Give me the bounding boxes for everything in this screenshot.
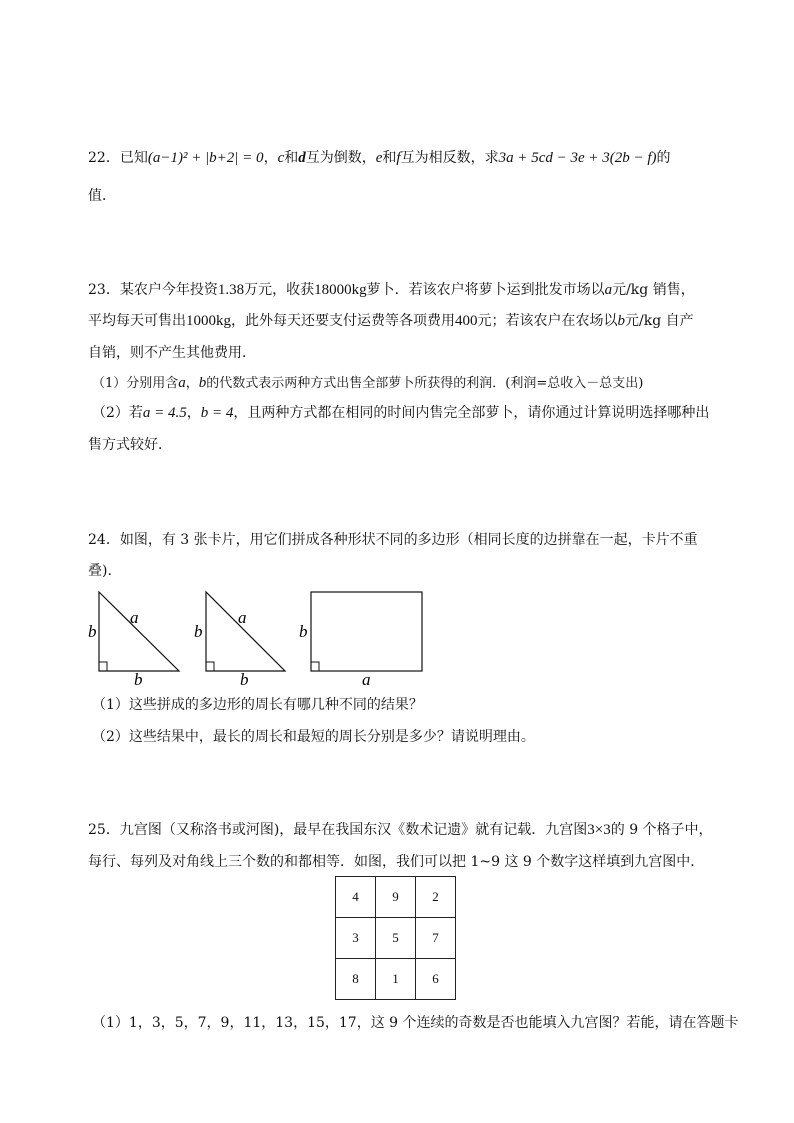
- q22-condition-expression: (a−1)² + |b+2| = 0: [147, 150, 264, 166]
- q24-line2: 叠).: [88, 563, 112, 579]
- q23-part2-text: ，: [186, 405, 201, 421]
- q23-text: 23．某农户今年投资: [88, 282, 218, 298]
- tri1-hyp-label: a: [130, 608, 139, 627]
- q22-line2: 值．: [88, 188, 116, 204]
- q23-part1-text: 的代数式表示两种方式出售全部萝卜所获得的利润．(利润=总收入－总支出): [206, 376, 644, 391]
- q23-daily-sale: 1000kg: [186, 313, 231, 329]
- q23-value-a: a = 4.5: [142, 405, 187, 421]
- q22-line1: [88, 148, 671, 168]
- tri1-vertical-label: b: [88, 622, 97, 641]
- q23-part2-text: （2）若: [92, 405, 143, 421]
- q24-part2: （2）这些结果中，最长的周长和最短的周长分别是多少？请说明理由。: [92, 729, 535, 745]
- grid-cell: 6: [416, 959, 456, 1000]
- q23-text: 元/kg 销售，: [612, 282, 695, 298]
- rect-bottom-label: a: [362, 670, 371, 689]
- card-rectangle: [299, 592, 422, 689]
- grid-cell: 8: [336, 959, 376, 1000]
- q23-text: 平均每天可售出: [88, 313, 186, 329]
- var-b: b: [617, 313, 625, 329]
- q23-value-b: b = 4: [200, 405, 234, 421]
- rect-side-label: b: [299, 622, 308, 641]
- var-f: f: [396, 150, 401, 166]
- q23-line2: [88, 311, 694, 331]
- grid-cell: 5: [376, 918, 416, 959]
- q23-line3: 自销，则不产生其他费用．: [88, 345, 256, 361]
- tri2-vertical-label: b: [194, 622, 203, 641]
- tri2-hyp-label: a: [238, 608, 247, 627]
- q23-line1: [88, 280, 695, 300]
- q25-text: 的 9 个格子中，: [610, 822, 713, 838]
- q23-daily-fee: 400: [455, 313, 478, 329]
- q23-part1-text: （1）分别用含: [92, 376, 179, 391]
- q22-sep: ，: [263, 150, 278, 166]
- grid-cell: 7: [416, 918, 456, 959]
- q24-line1: 24．如图，有 3 张卡片，用它们拼成各种形状不同的多边形（相同长度的边拼靠在一起，卡片不重: [88, 532, 698, 548]
- q22-number: 22．已知: [88, 150, 148, 166]
- q24-cards-figure: [80, 585, 430, 690]
- q23-text: 萝卜．若该农户将萝卜运到批发市场以: [366, 282, 605, 298]
- tri2-bottom-label: b: [240, 670, 249, 689]
- tri1-bottom-label: b: [134, 670, 143, 689]
- q23-text: 元；若该农户在农场以: [477, 313, 618, 329]
- q25-line2: 每行、每列及对角线上三个数的和都相等．如图，我们可以把 1~9 这 9 个数字这样填到九宫图中．: [88, 854, 705, 870]
- var-d: d: [298, 150, 306, 166]
- q22-reciprocal-text: 互为倒数，: [305, 150, 376, 166]
- q22-and2: 和: [382, 150, 397, 166]
- grid-row: [336, 877, 456, 918]
- card-triangle-1: [88, 592, 179, 689]
- grid-cell: 2: [416, 877, 456, 918]
- q25-grid-size: 3×3: [587, 822, 611, 838]
- q25-part1: （1）1，3，5，7，9，11，13，15，17，这 9 个连续的奇数是否也能填入九宫图？若能，请在答题卡: [92, 1015, 739, 1031]
- q23-part1-text: ，: [185, 376, 199, 391]
- var-e: e: [375, 150, 383, 166]
- q23-harvest: 18000kg: [314, 282, 367, 298]
- grid-cell: 4: [336, 877, 376, 918]
- q24-part1: （1）这些拼成的多边形的周长有哪几种不同的结果？: [92, 697, 423, 713]
- q22-and1: 和: [284, 150, 299, 166]
- grid-row: [336, 959, 456, 1000]
- grid-cell: 3: [336, 918, 376, 959]
- q23-text: ，此外每天还要支付运费等各项费用: [231, 313, 455, 329]
- q25-line1: [88, 820, 713, 840]
- grid-cell: 9: [376, 877, 416, 918]
- var-a: a: [604, 282, 613, 298]
- q23-part2-text: ，且两种方式都在相同的时间内售完全部萝卜，请你通过计算说明选择哪种出: [233, 405, 710, 421]
- grid-row: [336, 918, 456, 959]
- q23-text: 万元，收获: [244, 282, 315, 298]
- q23-part2: [92, 403, 709, 423]
- q25-text: 25．九宫图（又称洛书或河图)，最早在我国东汉《数术记遗》就有记载．九宫图: [88, 822, 588, 838]
- var-b: b: [198, 375, 207, 391]
- q23-text: 元/kg 自产: [625, 313, 694, 329]
- var-a: a: [178, 375, 186, 391]
- q22-tail: 的: [656, 150, 671, 166]
- q23-part2-line2: 售方式较好．: [88, 437, 172, 453]
- q22-opposite-text: 互为相反数，求: [400, 150, 499, 166]
- var-c: c: [277, 150, 285, 166]
- q23-investment: 1.38: [217, 282, 245, 298]
- q22-target-expression: 3a + 5cd − 3e + 3(2b − f): [498, 150, 657, 166]
- grid-cell: 1: [376, 959, 416, 1000]
- magic-square-grid: [335, 876, 456, 1000]
- q23-part1: [92, 373, 643, 394]
- card-triangle-2: [194, 592, 285, 689]
